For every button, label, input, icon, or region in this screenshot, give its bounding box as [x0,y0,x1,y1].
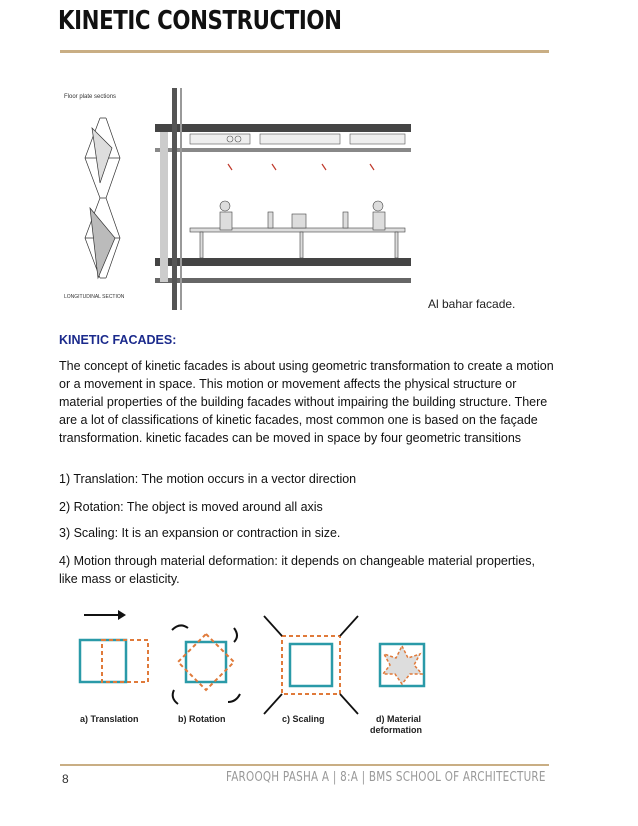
page-number: 8 [62,772,69,786]
list-item-rotation: 2) Rotation: The object is moved around all axis [59,500,323,514]
header-rule [60,50,549,53]
list-item-deformation: 4) Motion through material deformation: it depends on changeable material properties, like mass or elasticity. [59,554,535,586]
list-item-translation: 1) Translation: The motion occurs in a vector direction [59,472,357,486]
air-flow-arrows [228,164,374,170]
scaling-figure [264,616,358,714]
footer-rule [60,764,549,766]
list-item-scaling: 3) Scaling: It is an expansion or contraction in size. [59,526,341,540]
floor-plate-section-drawing [60,88,416,310]
label-scaling: c) Scaling [282,714,325,724]
label-translation: a) Translation [80,714,139,724]
ceiling-services [190,134,405,144]
label-material: d) Material [376,714,422,724]
footer-credit: FAROOQH PASHA A | 8:A | BMS SCHOOL OF ARCHITECTURE [226,770,546,785]
section-heading: KINETIC FACADES: [59,333,177,347]
label-deformation: deformation [370,725,423,735]
deformation-figure [380,644,424,686]
floor-slabs [155,88,411,310]
figure-caption: Al bahar facade. [428,297,516,311]
drawing-subtitle: LONGITUDINAL SECTION [64,294,125,300]
drawing-title: Floor plate sections [64,94,117,100]
office-furniture [190,201,405,258]
geometric-transformations-diagram [74,608,444,743]
rotation-figure [172,625,240,704]
page-title: KINETIC CONSTRUCTION [58,6,342,36]
translation-figure [80,610,148,682]
label-rotation: b) Rotation [178,714,226,724]
facade-diagrid [85,118,120,278]
intro-paragraph: The concept of kinetic facades is about using geometric transformation to create a motion or a movement in space. This motion or movement affects the physical structure or material properties of the building facades without impairing the building structure. There are a lot of classifications of kinetic facades, most common one is based on the façade transformation. kinetic facades can be moved in space by four geometric transitions [59,359,554,445]
